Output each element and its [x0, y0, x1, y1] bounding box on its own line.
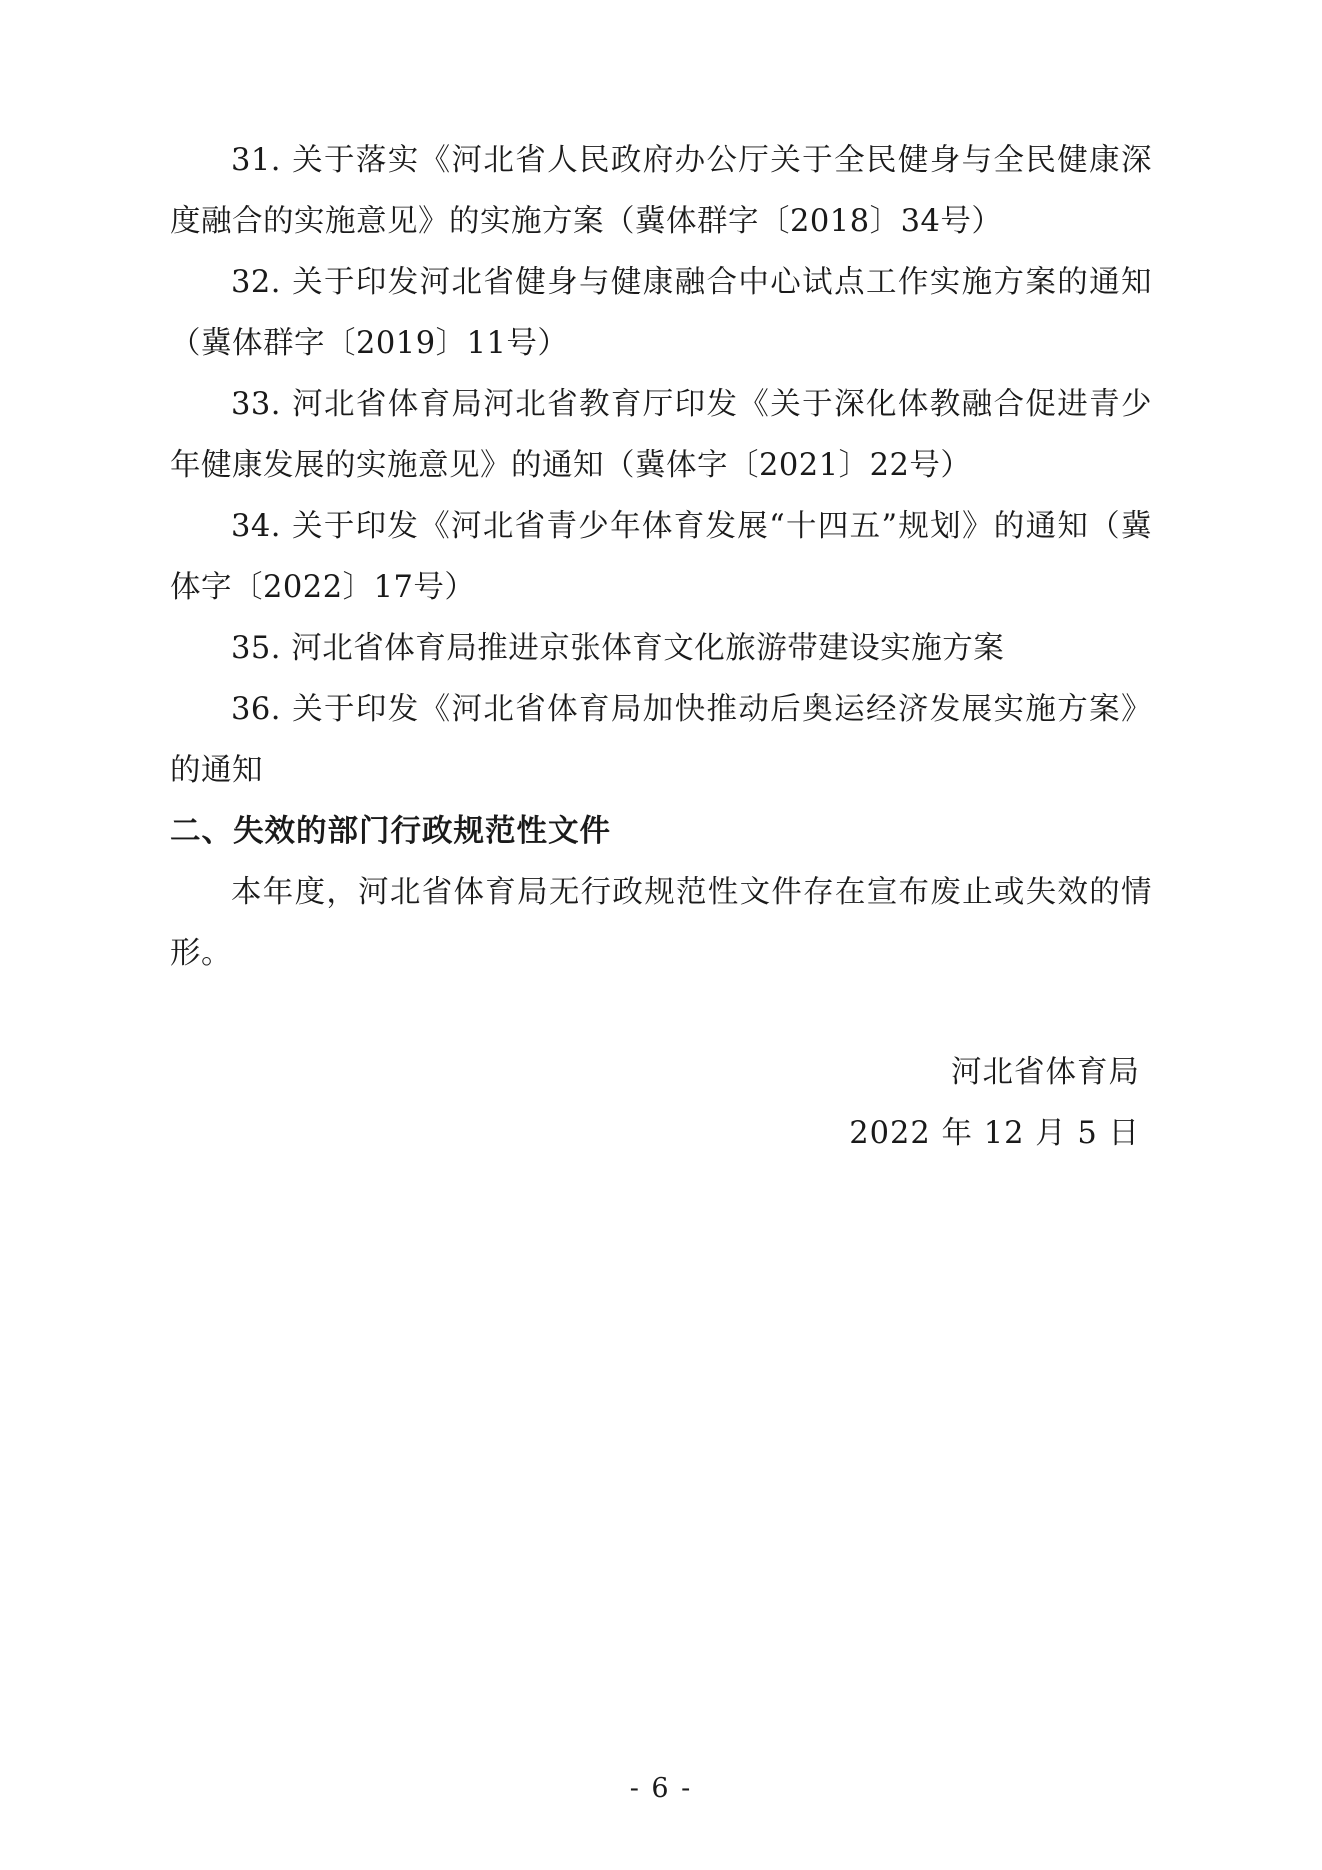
list-item: 34. 关于印发《河北省青少年体育发展“十四五”规划》的通知（冀体字〔2022〕17号） [170, 509, 1152, 605]
list-item: 36. 关于印发《河北省体育局加快推动后奥运经济发展实施方案》的通知 [170, 692, 1152, 788]
list-item: 31. 关于落实《河北省人民政府办公厅关于全民健身与全民健康深度融合的实施意见》的实施方案（冀体群字〔2018〕34号） [170, 143, 1152, 239]
list-item: 33. 河北省体育局河北省教育厅印发《关于深化体教融合促进青少年健康发展的实施意见》的通知（冀体字〔2021〕22号） [170, 387, 1152, 483]
list-item: 32. 关于印发河北省健身与健康融合中心试点工作实施方案的通知（冀体群字〔2019〕11号） [170, 265, 1152, 361]
section-paragraph: 本年度，河北省体育局无行政规范性文件存在宣布废止或失效的情形。 [170, 875, 1152, 971]
page-number: - 6 - [629, 1773, 693, 1804]
document-body [170, 130, 1152, 1164]
list-item: 35. 河北省体育局推进京张体育文化旅游带建设实施方案 [231, 631, 1005, 666]
signature-block [170, 1042, 1152, 1164]
section-heading: 二、失效的部门行政规范性文件 [170, 814, 611, 849]
signature-organization: 河北省体育局 [951, 1055, 1140, 1090]
signature-date: 2022 年 12 月 5 日 [849, 1116, 1140, 1151]
